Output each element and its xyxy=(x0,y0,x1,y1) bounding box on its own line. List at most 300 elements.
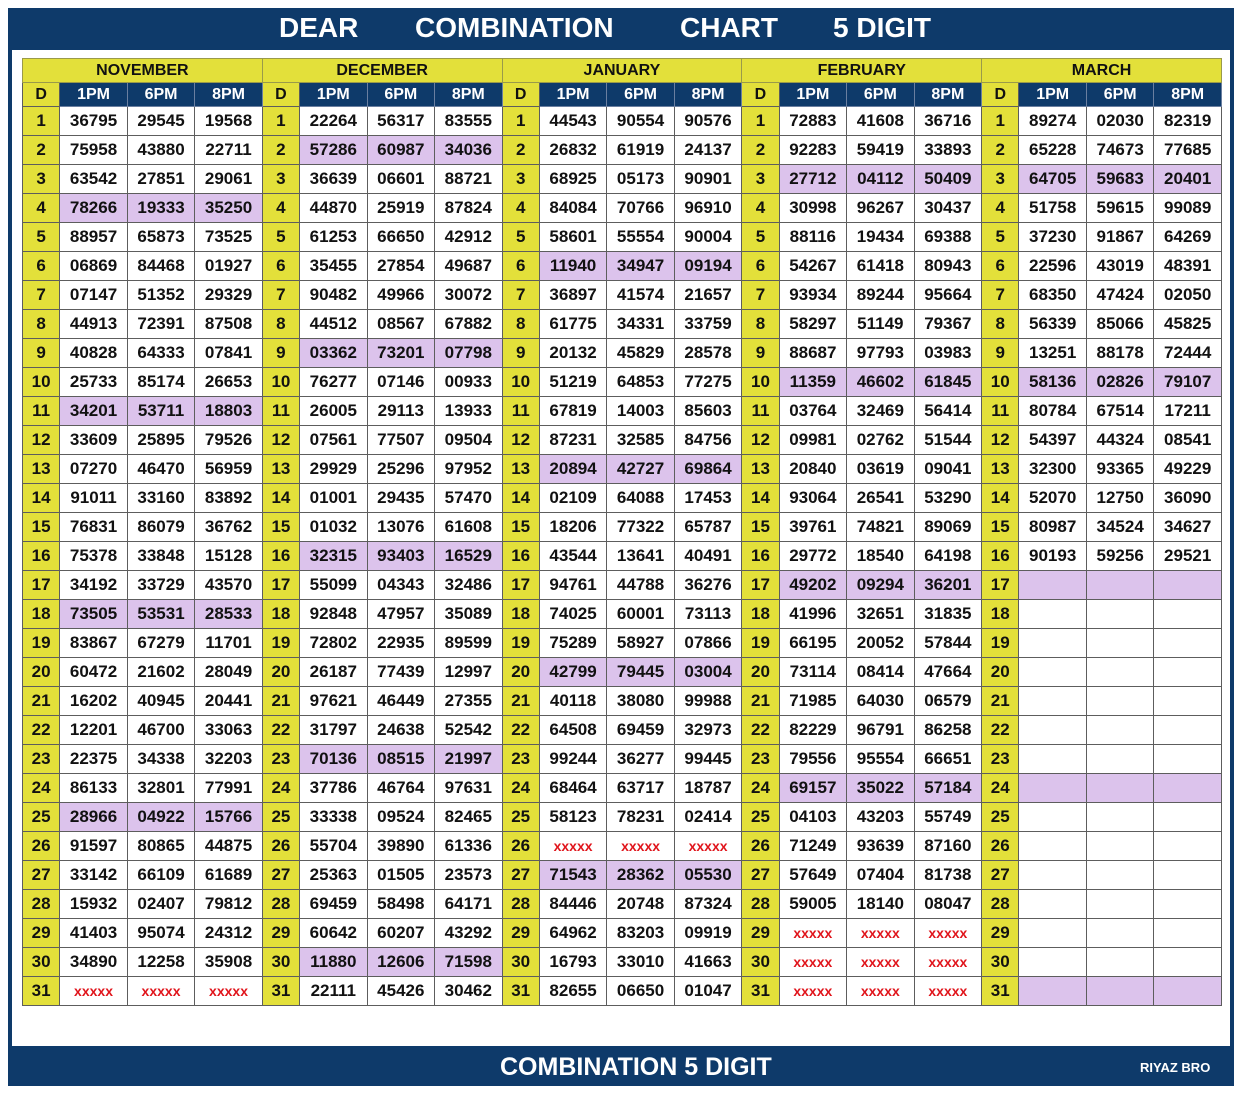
result-cell: 51544 xyxy=(914,426,982,455)
result-cell: 78266 xyxy=(60,194,128,223)
result-cell: 13076 xyxy=(367,513,435,542)
result-cell: 89069 xyxy=(914,513,982,542)
result-cell: 65228 xyxy=(1019,136,1087,165)
day-number-cell: 8 xyxy=(23,310,60,339)
day-number-cell: 27 xyxy=(23,861,60,890)
table-row xyxy=(23,687,1222,716)
result-cell: 13933 xyxy=(435,397,503,426)
result-cell: 58927 xyxy=(607,629,675,658)
result-cell: 41574 xyxy=(607,281,675,310)
result-cell: 34947 xyxy=(607,252,675,281)
day-number-cell: 26 xyxy=(742,832,779,861)
time-column-header-6pm: 6PM xyxy=(127,83,195,107)
result-cell: 36762 xyxy=(195,513,263,542)
result-cell: 28362 xyxy=(607,861,675,890)
result-cell: 33063 xyxy=(195,716,263,745)
day-number-cell: 7 xyxy=(742,281,779,310)
result-cell: 68464 xyxy=(539,774,607,803)
day-number-cell: 8 xyxy=(982,310,1019,339)
result-cell: 28533 xyxy=(195,600,263,629)
day-number-cell: 4 xyxy=(502,194,539,223)
day-number-cell: 16 xyxy=(502,542,539,571)
result-cell: 68350 xyxy=(1019,281,1087,310)
result-cell: 58297 xyxy=(779,310,847,339)
result-cell: 44512 xyxy=(300,310,368,339)
result-cell: xxxxx xyxy=(914,919,982,948)
day-number-cell: 21 xyxy=(262,687,299,716)
result-cell: 18206 xyxy=(539,513,607,542)
day-number-cell: 17 xyxy=(502,571,539,600)
result-cell: 19568 xyxy=(195,107,263,136)
result-cell: 44543 xyxy=(539,107,607,136)
result-cell: 25733 xyxy=(60,368,128,397)
result-cell: 20748 xyxy=(607,890,675,919)
result-cell: 93934 xyxy=(779,281,847,310)
day-number-cell: 18 xyxy=(23,600,60,629)
result-cell: 00933 xyxy=(435,368,503,397)
time-column-header-8pm: 8PM xyxy=(1154,83,1222,107)
result-cell: 91011 xyxy=(60,484,128,513)
result-cell: 22375 xyxy=(60,745,128,774)
result-cell: 73505 xyxy=(60,600,128,629)
day-number-cell: 12 xyxy=(982,426,1019,455)
result-cell: 73114 xyxy=(779,658,847,687)
result-cell: 64333 xyxy=(127,339,195,368)
result-cell: 15128 xyxy=(195,542,263,571)
result-cell: 23573 xyxy=(435,861,503,890)
result-cell: 05530 xyxy=(674,861,742,890)
result-cell: 51149 xyxy=(847,310,915,339)
result-cell: 55704 xyxy=(300,832,368,861)
result-cell: 04922 xyxy=(127,803,195,832)
table-row xyxy=(23,745,1222,774)
result-cell: 89274 xyxy=(1019,107,1087,136)
result-cell: 30072 xyxy=(435,281,503,310)
result-cell: 38080 xyxy=(607,687,675,716)
result-cell: 46700 xyxy=(127,716,195,745)
result-cell: 21997 xyxy=(435,745,503,774)
day-number-cell: 6 xyxy=(23,252,60,281)
result-cell: 18540 xyxy=(847,542,915,571)
result-cell: 82465 xyxy=(435,803,503,832)
result-cell: 99089 xyxy=(1154,194,1222,223)
result-cell: 03619 xyxy=(847,455,915,484)
result-cell: 36639 xyxy=(300,165,368,194)
result-cell xyxy=(1154,716,1222,745)
day-number-cell: 14 xyxy=(23,484,60,513)
result-cell: 09919 xyxy=(674,919,742,948)
result-cell: 58601 xyxy=(539,223,607,252)
result-cell: 56317 xyxy=(367,107,435,136)
result-cell: 35908 xyxy=(195,948,263,977)
result-cell: 66651 xyxy=(914,745,982,774)
result-cell: 30998 xyxy=(779,194,847,223)
day-number-cell: 8 xyxy=(742,310,779,339)
result-cell: 64853 xyxy=(607,368,675,397)
result-cell: 40491 xyxy=(674,542,742,571)
result-cell: xxxxx xyxy=(914,948,982,977)
result-cell: 59419 xyxy=(847,136,915,165)
day-number-cell: 28 xyxy=(502,890,539,919)
footer-credit: RIYAZ BRO xyxy=(1140,1060,1211,1075)
result-cell xyxy=(1154,658,1222,687)
result-cell: 42912 xyxy=(435,223,503,252)
result-cell: 61845 xyxy=(914,368,982,397)
result-cell: 67819 xyxy=(539,397,607,426)
day-number-cell: 24 xyxy=(23,774,60,803)
result-cell: 36201 xyxy=(914,571,982,600)
day-number-cell: 9 xyxy=(982,339,1019,368)
result-cell: 50409 xyxy=(914,165,982,194)
result-cell: 03004 xyxy=(674,658,742,687)
result-cell: 57844 xyxy=(914,629,982,658)
result-cell: 71985 xyxy=(779,687,847,716)
result-cell: 20401 xyxy=(1154,165,1222,194)
time-column-header-6pm: 6PM xyxy=(607,83,675,107)
result-cell: 71543 xyxy=(539,861,607,890)
result-cell: 72444 xyxy=(1154,339,1222,368)
result-cell: 18787 xyxy=(674,774,742,803)
month-header-february: FEBRUARY xyxy=(742,59,982,83)
result-cell xyxy=(1086,774,1154,803)
result-cell: 40828 xyxy=(60,339,128,368)
result-cell: 13251 xyxy=(1019,339,1087,368)
day-number-cell: 2 xyxy=(502,136,539,165)
result-cell: 43544 xyxy=(539,542,607,571)
table-row xyxy=(23,136,1222,165)
result-cell: 96791 xyxy=(847,716,915,745)
result-cell: 74025 xyxy=(539,600,607,629)
result-cell: xxxxx xyxy=(607,832,675,861)
result-cell: 11701 xyxy=(195,629,263,658)
day-number-cell: 2 xyxy=(982,136,1019,165)
day-number-cell: 11 xyxy=(262,397,299,426)
result-cell: 07798 xyxy=(435,339,503,368)
result-cell: 97793 xyxy=(847,339,915,368)
table-row xyxy=(23,484,1222,513)
result-cell: 69157 xyxy=(779,774,847,803)
result-cell: 02030 xyxy=(1086,107,1154,136)
result-cell: 78231 xyxy=(607,803,675,832)
day-number-cell: 17 xyxy=(23,571,60,600)
result-cell: 34036 xyxy=(435,136,503,165)
result-cell: 32585 xyxy=(607,426,675,455)
result-cell: 37786 xyxy=(300,774,368,803)
day-number-cell: 4 xyxy=(23,194,60,223)
result-cell: 42799 xyxy=(539,658,607,687)
result-cell: 34890 xyxy=(60,948,128,977)
result-cell: 35089 xyxy=(435,600,503,629)
day-number-cell: 14 xyxy=(502,484,539,513)
result-cell: 33160 xyxy=(127,484,195,513)
result-cell: 40118 xyxy=(539,687,607,716)
day-number-cell: 16 xyxy=(982,542,1019,571)
result-cell: 35250 xyxy=(195,194,263,223)
day-number-cell: 28 xyxy=(262,890,299,919)
result-cell: 15932 xyxy=(60,890,128,919)
table-row xyxy=(23,339,1222,368)
result-cell: 49687 xyxy=(435,252,503,281)
result-cell xyxy=(1086,687,1154,716)
day-number-cell: 1 xyxy=(23,107,60,136)
result-cell: 33729 xyxy=(127,571,195,600)
result-cell: 03764 xyxy=(779,397,847,426)
day-number-cell: 9 xyxy=(262,339,299,368)
table-row xyxy=(23,658,1222,687)
result-cell: 34201 xyxy=(60,397,128,426)
result-cell: 60642 xyxy=(300,919,368,948)
result-cell: 07841 xyxy=(195,339,263,368)
day-number-cell: 16 xyxy=(23,542,60,571)
day-number-cell: 3 xyxy=(262,165,299,194)
result-cell: 02762 xyxy=(847,426,915,455)
day-number-cell: 4 xyxy=(982,194,1019,223)
result-cell: 64269 xyxy=(1154,223,1222,252)
time-column-header-8pm: 8PM xyxy=(195,83,263,107)
day-number-cell: 20 xyxy=(23,658,60,687)
day-number-cell: 23 xyxy=(502,745,539,774)
result-cell: 67279 xyxy=(127,629,195,658)
result-cell: 59256 xyxy=(1086,542,1154,571)
result-cell: 87508 xyxy=(195,310,263,339)
table-row xyxy=(23,252,1222,281)
result-cell: 83892 xyxy=(195,484,263,513)
result-cell: 44870 xyxy=(300,194,368,223)
result-cell: 53290 xyxy=(914,484,982,513)
day-number-cell: 14 xyxy=(982,484,1019,513)
result-cell: 85174 xyxy=(127,368,195,397)
result-cell: 77507 xyxy=(367,426,435,455)
result-cell: 88721 xyxy=(435,165,503,194)
table-row xyxy=(23,629,1222,658)
day-number-cell: 11 xyxy=(23,397,60,426)
day-number-cell: 18 xyxy=(502,600,539,629)
result-cell: 39761 xyxy=(779,513,847,542)
result-cell: 90576 xyxy=(674,107,742,136)
result-cell: 92848 xyxy=(300,600,368,629)
day-number-cell: 31 xyxy=(23,977,60,1006)
result-cell: 57470 xyxy=(435,484,503,513)
result-cell: 45829 xyxy=(607,339,675,368)
result-cell xyxy=(1019,774,1087,803)
day-number-cell: 17 xyxy=(742,571,779,600)
result-cell: 57184 xyxy=(914,774,982,803)
result-cell: 28578 xyxy=(674,339,742,368)
result-cell xyxy=(1019,687,1087,716)
time-column-header-1pm: 1PM xyxy=(779,83,847,107)
result-cell: 79526 xyxy=(195,426,263,455)
result-cell: 73113 xyxy=(674,600,742,629)
result-cell: 43570 xyxy=(195,571,263,600)
day-number-cell: 22 xyxy=(23,716,60,745)
day-number-cell: 3 xyxy=(742,165,779,194)
result-cell: 90193 xyxy=(1019,542,1087,571)
result-cell: 77322 xyxy=(607,513,675,542)
result-cell: 32469 xyxy=(847,397,915,426)
day-column-header: D xyxy=(23,83,60,107)
result-cell: 64508 xyxy=(539,716,607,745)
title-word-5-digit: 5 DIGIT xyxy=(833,12,932,43)
table-row xyxy=(23,803,1222,832)
day-number-cell: 14 xyxy=(262,484,299,513)
table-row xyxy=(23,542,1222,571)
result-cell: 56414 xyxy=(914,397,982,426)
result-cell: 12606 xyxy=(367,948,435,977)
result-cell xyxy=(1019,861,1087,890)
result-cell: 03362 xyxy=(300,339,368,368)
day-number-cell: 19 xyxy=(23,629,60,658)
day-number-cell: 27 xyxy=(982,861,1019,890)
result-cell: 07561 xyxy=(300,426,368,455)
day-number-cell: 13 xyxy=(742,455,779,484)
table-row xyxy=(23,571,1222,600)
result-cell: 47957 xyxy=(367,600,435,629)
result-cell: 01032 xyxy=(300,513,368,542)
result-cell: 29545 xyxy=(127,107,195,136)
day-number-cell: 3 xyxy=(502,165,539,194)
result-cell: 34627 xyxy=(1154,513,1222,542)
result-cell: 29113 xyxy=(367,397,435,426)
day-number-cell: 5 xyxy=(982,223,1019,252)
result-cell: 42727 xyxy=(607,455,675,484)
day-column-header: D xyxy=(982,83,1019,107)
result-cell: 08541 xyxy=(1154,426,1222,455)
result-cell xyxy=(1019,571,1087,600)
day-number-cell: 29 xyxy=(982,919,1019,948)
result-cell: 11940 xyxy=(539,252,607,281)
result-cell: 17453 xyxy=(674,484,742,513)
day-number-cell: 10 xyxy=(742,368,779,397)
result-cell: 64088 xyxy=(607,484,675,513)
result-cell: 95554 xyxy=(847,745,915,774)
result-cell: 06869 xyxy=(60,252,128,281)
day-number-cell: 6 xyxy=(742,252,779,281)
day-number-cell: 25 xyxy=(982,803,1019,832)
result-cell: 21657 xyxy=(674,281,742,310)
result-cell: 01047 xyxy=(674,977,742,1006)
day-number-cell: 17 xyxy=(262,571,299,600)
time-column-header-6pm: 6PM xyxy=(367,83,435,107)
result-cell: 27355 xyxy=(435,687,503,716)
result-cell: 11880 xyxy=(300,948,368,977)
result-cell: 71249 xyxy=(779,832,847,861)
result-cell: 86133 xyxy=(60,774,128,803)
result-cell: 88178 xyxy=(1086,339,1154,368)
result-cell xyxy=(1086,890,1154,919)
result-cell: 65787 xyxy=(674,513,742,542)
day-number-cell: 17 xyxy=(982,571,1019,600)
result-cell: 76277 xyxy=(300,368,368,397)
result-cell: xxxxx xyxy=(127,977,195,1006)
result-cell: 88687 xyxy=(779,339,847,368)
result-cell: 59683 xyxy=(1086,165,1154,194)
result-cell: 45426 xyxy=(367,977,435,1006)
day-number-cell: 16 xyxy=(262,542,299,571)
day-number-cell: 22 xyxy=(502,716,539,745)
title-bar xyxy=(8,8,1234,50)
day-number-cell: 4 xyxy=(262,194,299,223)
result-cell: 69459 xyxy=(300,890,368,919)
result-cell: 31835 xyxy=(914,600,982,629)
result-cell: 64705 xyxy=(1019,165,1087,194)
result-cell: 75958 xyxy=(60,136,128,165)
day-number-cell: 12 xyxy=(742,426,779,455)
result-cell: 68925 xyxy=(539,165,607,194)
result-cell: 33848 xyxy=(127,542,195,571)
result-cell: 01505 xyxy=(367,861,435,890)
result-cell: 60207 xyxy=(367,919,435,948)
day-number-cell: 15 xyxy=(262,513,299,542)
day-number-cell: 24 xyxy=(502,774,539,803)
result-cell xyxy=(1154,948,1222,977)
result-cell: 60987 xyxy=(367,136,435,165)
result-cell xyxy=(1154,832,1222,861)
result-cell: 41403 xyxy=(60,919,128,948)
result-cell: 09981 xyxy=(779,426,847,455)
result-cell: 97621 xyxy=(300,687,368,716)
result-cell: 44324 xyxy=(1086,426,1154,455)
result-cell: 05173 xyxy=(607,165,675,194)
time-column-header-1pm: 1PM xyxy=(539,83,607,107)
result-cell: 58498 xyxy=(367,890,435,919)
table-row xyxy=(23,165,1222,194)
result-cell: 30437 xyxy=(914,194,982,223)
result-cell: 16793 xyxy=(539,948,607,977)
day-number-cell: 30 xyxy=(502,948,539,977)
day-number-cell: 30 xyxy=(262,948,299,977)
result-cell: 86258 xyxy=(914,716,982,745)
day-number-cell: 2 xyxy=(742,136,779,165)
results-panel xyxy=(12,50,1230,1046)
result-cell: 43292 xyxy=(435,919,503,948)
day-number-cell: 29 xyxy=(502,919,539,948)
day-number-cell: 5 xyxy=(742,223,779,252)
day-number-cell: 2 xyxy=(262,136,299,165)
result-cell: 93403 xyxy=(367,542,435,571)
day-number-cell: 31 xyxy=(262,977,299,1006)
result-cell: 20052 xyxy=(847,629,915,658)
result-cell: 51219 xyxy=(539,368,607,397)
result-cell: 43019 xyxy=(1086,252,1154,281)
result-cell: 70136 xyxy=(300,745,368,774)
result-cell: 13641 xyxy=(607,542,675,571)
day-number-cell: 27 xyxy=(742,861,779,890)
result-cell xyxy=(1019,600,1087,629)
result-cell: 61689 xyxy=(195,861,263,890)
table-row xyxy=(23,774,1222,803)
result-cell: 89244 xyxy=(847,281,915,310)
day-number-cell: 15 xyxy=(23,513,60,542)
result-cell: 09041 xyxy=(914,455,982,484)
day-number-cell: 22 xyxy=(262,716,299,745)
day-number-cell: 29 xyxy=(742,919,779,948)
result-cell: 29521 xyxy=(1154,542,1222,571)
day-number-cell: 27 xyxy=(502,861,539,890)
result-cell: 48391 xyxy=(1154,252,1222,281)
result-cell: 77685 xyxy=(1154,136,1222,165)
day-number-cell: 21 xyxy=(982,687,1019,716)
table-row xyxy=(23,600,1222,629)
day-number-cell: 6 xyxy=(982,252,1019,281)
result-cell xyxy=(1019,803,1087,832)
result-cell: 52070 xyxy=(1019,484,1087,513)
result-cell: 22935 xyxy=(367,629,435,658)
day-number-cell: 19 xyxy=(742,629,779,658)
table-row xyxy=(23,397,1222,426)
result-cell: 66109 xyxy=(127,861,195,890)
result-cell: 22596 xyxy=(1019,252,1087,281)
day-number-cell: 13 xyxy=(982,455,1019,484)
